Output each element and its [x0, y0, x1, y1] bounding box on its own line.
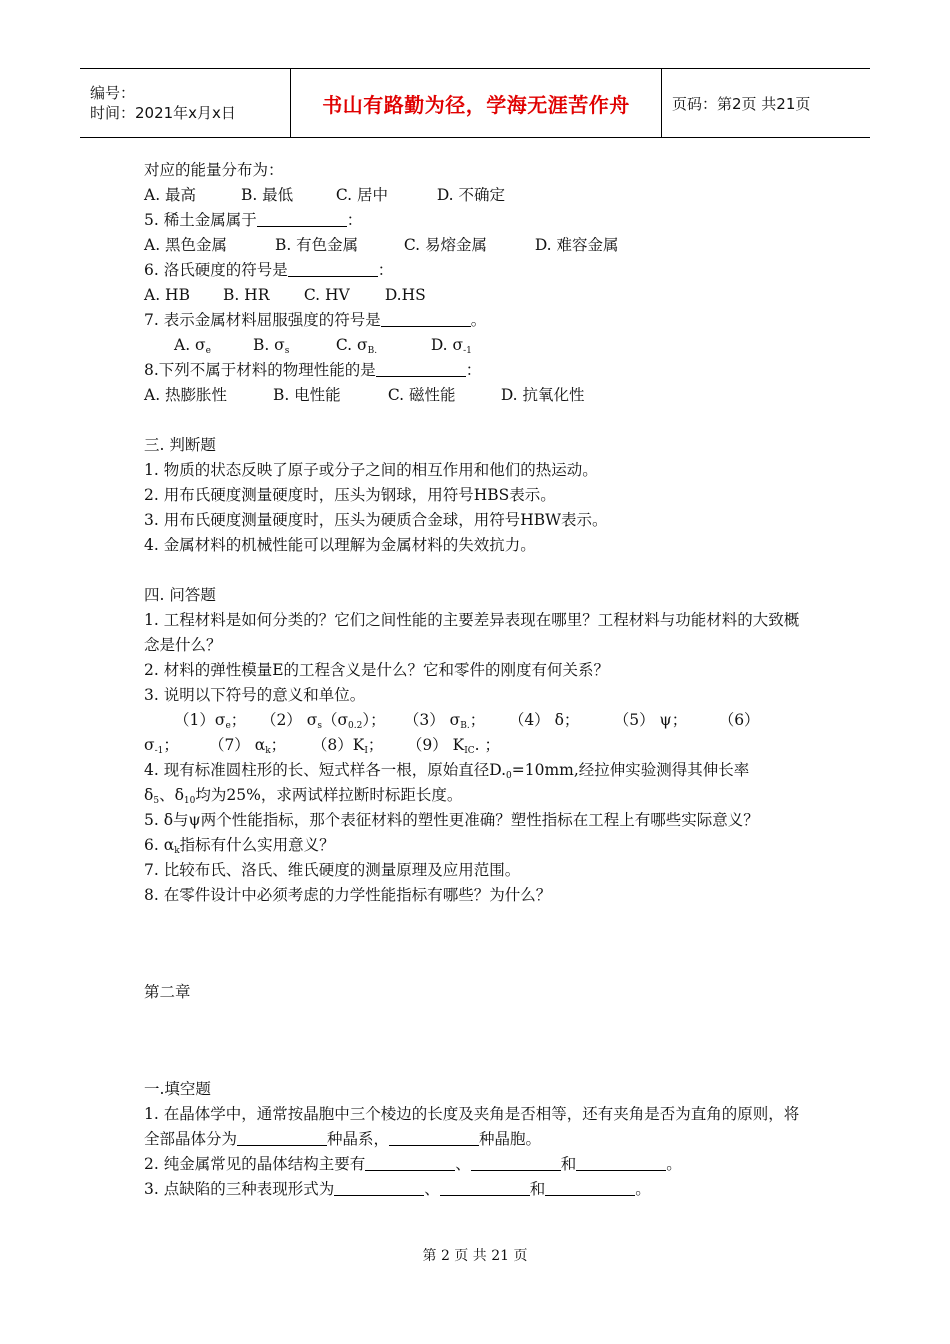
symbol-text: σ	[144, 736, 155, 754]
punct: . ；	[474, 736, 500, 754]
option-text: D. σ	[430, 336, 464, 354]
question-text: 8.下列不属于材料的物理性能的是	[144, 361, 376, 379]
option: C. 磁性能	[387, 386, 456, 404]
option: B. 有色金属	[274, 236, 359, 254]
item-text: 和	[529, 1180, 546, 1198]
symbol-text: （7） α	[208, 736, 266, 754]
option-text: B. σ	[252, 336, 285, 354]
option: D.HS	[384, 286, 426, 304]
symbol-text: （1）σ	[174, 711, 226, 729]
punct: ；	[270, 736, 287, 754]
answer-blank	[376, 360, 466, 377]
symbol	[261, 708, 399, 733]
punct: 、	[424, 1180, 440, 1198]
answer-blank	[288, 260, 378, 277]
punct: 。	[666, 1155, 682, 1173]
symbol	[407, 733, 500, 758]
symbol: （4） δ；	[508, 711, 580, 729]
symbol: （5） ψ；	[613, 711, 688, 729]
answer-blank	[237, 1129, 327, 1146]
subscript: B.	[460, 721, 470, 731]
options-line	[144, 183, 812, 208]
punct: ；	[469, 711, 486, 729]
option: A. 黑色金属	[144, 236, 228, 254]
date-label: 时间：2021年x月x日	[90, 104, 236, 122]
answer-blank	[334, 1179, 424, 1196]
list-item: 7. 比较布氏、洛氏、维氏硬度的测量原理及应用范围。	[144, 861, 521, 879]
item-text: 种晶系，	[327, 1130, 390, 1148]
punct: ；	[230, 711, 247, 729]
list-item: 8. 在零件设计中必须考虑的力学性能指标有哪些？为什么？	[144, 886, 552, 904]
list-item: 4. 金属材料的机械性能可以理解为金属材料的失效抗力。	[144, 536, 536, 554]
item-text: 6. α	[144, 836, 175, 854]
punct: ）；	[362, 711, 386, 729]
list-item: 2. 材料的弹性模量E的工程含义是什么？它和零件的刚度有何关系？	[144, 661, 610, 679]
symbol	[312, 733, 402, 758]
text-line: 对应的能量分布为：	[144, 161, 284, 179]
item-text: 指标有什么实用意义？	[179, 836, 335, 854]
answer-blank	[576, 1154, 666, 1171]
symbol: （6）	[718, 711, 760, 729]
list-item	[144, 758, 812, 783]
option: D. 抗氧化性	[500, 386, 585, 404]
item-text: 3. 点缺陷的三种表现形式为	[144, 1180, 335, 1198]
punct: 。	[470, 311, 487, 329]
subscript: e	[225, 721, 231, 731]
section-heading: 一.填空题	[144, 1080, 211, 1098]
option-text: A. σ	[174, 336, 206, 354]
symbol-text: （σ	[321, 711, 349, 729]
option	[253, 333, 331, 358]
option	[431, 333, 472, 358]
item-text: 4. 现有标准圆柱形的长、短式样各一根，原始直径D.	[144, 761, 507, 779]
option: B. 最低	[240, 186, 294, 204]
list-item: 5. δ与ψ两个性能指标，那个表征材料的塑性更准确？塑性指标在工程上有哪些实际意义？	[144, 811, 759, 829]
option: D. 难容金属	[534, 236, 619, 254]
symbol-line	[144, 733, 812, 758]
symbol-line	[144, 708, 812, 733]
subscript: s	[284, 346, 290, 356]
symbol-text: （2） σ	[260, 711, 318, 729]
symbol	[144, 733, 204, 758]
question-line	[144, 258, 812, 283]
options-line	[144, 283, 812, 308]
page-info: 页码：第2页 共21页	[672, 94, 811, 113]
subscript: k	[174, 846, 180, 856]
header-motto-cell	[290, 69, 662, 137]
list-item: 2. 用布氏硬度测量硬度时，压头为钢球，用符号HBS表示。	[144, 486, 556, 504]
subscript: 0.2	[348, 721, 363, 731]
symbol-text: （8）K	[311, 736, 365, 754]
serial-label: 编号：	[90, 84, 136, 102]
question-line	[144, 308, 812, 333]
list-item	[144, 1152, 812, 1177]
punct: ；	[367, 736, 384, 754]
option: A. 热膨胀性	[144, 386, 228, 404]
answer-blank	[257, 210, 347, 227]
question-line	[144, 358, 812, 383]
list-item: 3. 说明以下符号的意义和单位。	[144, 686, 366, 704]
punct: 、	[455, 1155, 471, 1173]
answer-blank	[365, 1154, 455, 1171]
punct: ：	[377, 261, 394, 279]
header-page-cell	[662, 69, 870, 137]
item-text: 和	[560, 1155, 577, 1173]
options-line	[144, 233, 812, 258]
item-text: =10mm,经拉伸实验测得其伸长率	[511, 761, 750, 779]
punct: 。	[635, 1180, 651, 1198]
option: A. 最高	[144, 186, 197, 204]
subscript: -1	[154, 746, 164, 756]
item-text: 、δ	[159, 786, 184, 804]
answer-blank	[471, 1154, 561, 1171]
option: B. HR	[222, 286, 270, 304]
option	[174, 333, 248, 358]
symbol-text: （3） σ	[403, 711, 461, 729]
list-item: 1. 工程材料是如何分类的？它们之间性能的主要差异表现在哪里？工程材料与功能材料的大致概念是什么？	[144, 611, 800, 654]
answer-blank	[389, 1129, 479, 1146]
subscript: 10	[183, 796, 196, 806]
item-text: 均为25%，求两试样拉断时标距长度。	[195, 786, 463, 804]
list-item-cont	[144, 783, 812, 808]
options-line	[144, 383, 812, 408]
subscript: k	[265, 746, 271, 756]
subscript: s	[317, 721, 322, 731]
punct: ：	[346, 211, 363, 229]
item-text: 2. 纯金属常见的晶体结构主要有	[144, 1155, 366, 1173]
question-text: 5. 稀土金属属于	[144, 211, 257, 229]
subscript: IC	[464, 746, 475, 756]
page-header	[80, 68, 870, 138]
option-text: C. σ	[335, 336, 368, 354]
answer-blank	[440, 1179, 530, 1196]
subscript: B.	[367, 346, 378, 356]
answer-blank	[545, 1179, 635, 1196]
list-item: 3. 用布氏硬度测量硬度时，压头为硬质合金球，用符号HBW表示。	[144, 511, 608, 529]
item-text: 种晶胞。	[479, 1130, 542, 1148]
option: C. 易熔金属	[403, 236, 488, 254]
punct: ：	[465, 361, 482, 379]
subscript: I	[364, 746, 368, 756]
option: C. 居中	[335, 186, 389, 204]
item-text: δ	[144, 786, 154, 804]
page-footer: 第 2 页 共 21 页	[422, 1248, 528, 1264]
subscript: 5	[153, 796, 160, 806]
question-line	[144, 208, 812, 233]
symbol	[209, 733, 307, 758]
subscript: -1	[463, 346, 472, 356]
list-item	[144, 833, 812, 858]
question-text: 7. 表示金属材料屈服强度的符号是	[144, 311, 381, 329]
section-heading: 三. 判断题	[144, 436, 216, 454]
section-heading: 四. 问答题	[144, 586, 216, 604]
option: C. HV	[303, 286, 350, 304]
subscript: 0	[506, 771, 512, 781]
options-line	[144, 333, 812, 358]
answer-blank	[381, 310, 471, 327]
option: B. 电性能	[272, 386, 341, 404]
symbol	[404, 708, 504, 733]
document-body	[144, 158, 812, 1202]
list-item	[144, 1177, 812, 1202]
symbol-text: （9） K	[406, 736, 465, 754]
chapter-heading: 第二章	[144, 983, 191, 1001]
punct: ；	[163, 736, 179, 754]
option: D. 不确定	[436, 186, 506, 204]
item-text: 1. 在晶体学中，通常按晶胞中三个棱边的长度及夹角是否相等，还有夹角是否为直角的原则，将全部晶体分为	[144, 1105, 800, 1148]
list-item: 1. 物质的状态反映了原子或分子之间的相互作用和他们的热运动。	[144, 461, 598, 479]
list-item	[144, 1102, 812, 1152]
option: A. HB	[144, 286, 190, 304]
option	[336, 333, 426, 358]
motto: 书山有路勤为径，学海无涯苦作舟	[322, 92, 630, 117]
header-left-cell	[80, 69, 290, 137]
symbol	[174, 708, 256, 733]
subscript: e	[205, 346, 211, 356]
question-text: 6. 洛氏硬度的符号是	[144, 261, 288, 279]
